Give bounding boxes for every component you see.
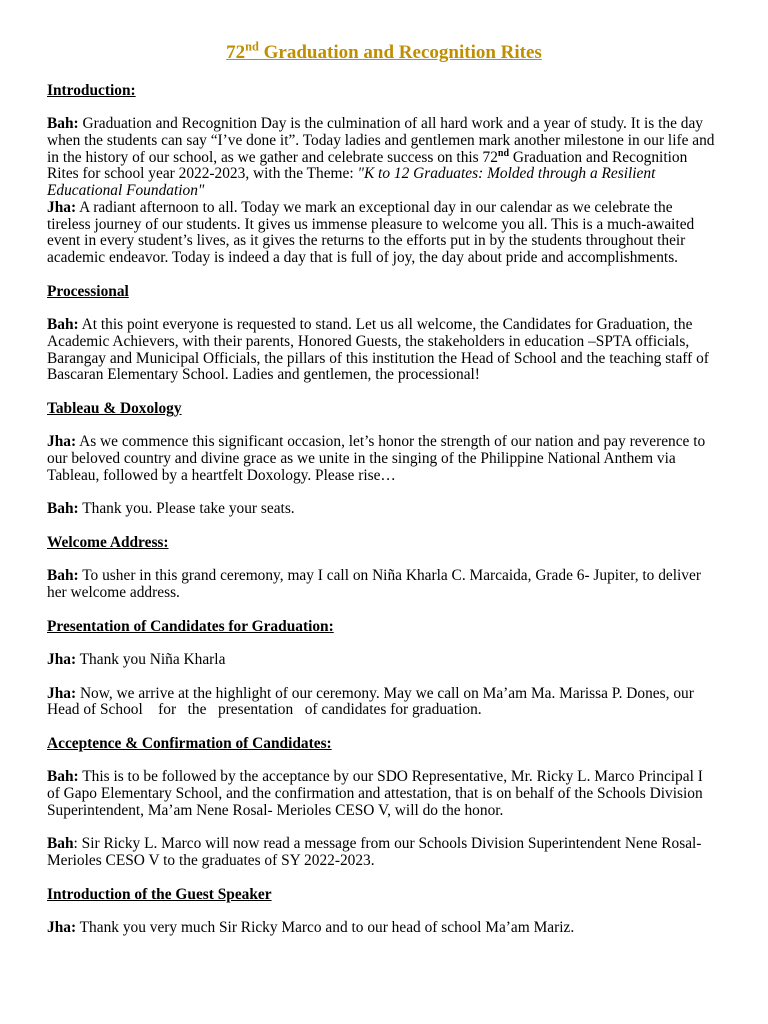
speaker-label-bah: Bah: — [47, 500, 79, 518]
speaker-label-jha: Jha: — [47, 198, 77, 216]
section-heading-guest-speaker: Introduction of the Guest Speaker — [47, 885, 272, 903]
section-heading-presentation: Presentation of Candidates for Graduation: — [47, 617, 334, 635]
title-ordinal-suffix: nd — [245, 39, 259, 54]
speaker-label-jha: Jha: — [47, 651, 77, 669]
presentation-jha-paragraph-1 — [47, 652, 719, 669]
welcome-bah-paragraph — [47, 568, 719, 602]
section-heading-welcome-address: Welcome Address: — [47, 533, 169, 551]
section-heading-processional: Processional — [47, 282, 129, 300]
acceptance-bah-paragraph-1 — [47, 769, 719, 819]
paragraph-text: Graduation and Recognition Day is the culmination of all hard work and a year of study. It is the day when the students can say “I’ve done it”. Today ladies and gentlemen mark another milestone in our life and in the history of our school, as we gather and celebrate success on this 72 — [47, 115, 715, 166]
tableau-jha-paragraph — [47, 434, 719, 484]
paragraph-text: A radiant afternoon to all. Today we mark an exceptional day in our calendar as we celebrate the tireless journey of our students. It gives us immense pleasure to welcome you all. This is a much-awaited event in every student’s lives, as it gives the returns to the efforts put in by the students throughout their academic endeavor. Today is indeed a day that is full of joy, the day about pride and accomplishments. — [47, 198, 695, 267]
speaker-label-jha: Jha: — [47, 919, 77, 937]
speaker-label-bah: Bah: — [47, 567, 79, 585]
speaker-label-jha: Jha: — [47, 684, 77, 702]
document-title — [0, 39, 768, 64]
section-heading-tableau-doxology: Tableau & Doxology — [47, 399, 182, 417]
processional-bah-paragraph — [47, 317, 719, 384]
paragraph-text: At this point everyone is requested to stand. Let us all welcome, the Candidates for Graduation, the Academic Achievers, with their parents, Honored Guests, the stakeholders in education –SPTA officials, Barangay and Municipal Officials, the pillars of this institution the Head of School and the teaching staff of Bascaran Elementary School. Ladies and gentlemen, the processional! — [47, 316, 709, 384]
paragraph-text: To usher in this grand ceremony, may I call on Niña Kharla C. Marcaida, Grade 6- Jupiter, to deliver her welcome address. — [47, 567, 701, 602]
paragraph-text: Now, we arrive at the highlight of our ceremony. May we call on Ma’am Ma. Marissa P. Dones, our Head of School for the presentation of candidates for graduation. — [47, 684, 698, 719]
paragraph-text: : Sir Ricky L. Marco will now read a message from our Schools Division Superintendent Nene Rosal-Merioles CESO V to the graduates of SY 2022-2023. — [47, 835, 702, 870]
title-ordinal-number: 72 — [226, 42, 246, 63]
paragraph-text: This is to be followed by the acceptance by our SDO Representative, Mr. Ricky L. Marco Principal I of Gapo Elementary School, and the confirmation and attestation, that is on behalf of the Schools Division Superintendent, Ma’am Nene Rosal- Merioles CESO V, will do the honor. — [47, 768, 703, 819]
ordinal-suffix: nd — [497, 147, 510, 159]
document-body — [47, 83, 719, 954]
theme-quote: "K to 12 Graduates: Molded through a Resilient Educational Foundation" — [47, 165, 656, 200]
speaker-label-bah: Bah — [47, 835, 74, 853]
guest-speaker-jha-paragraph — [47, 920, 719, 937]
acceptance-bah-paragraph-2 — [47, 836, 719, 870]
paragraph-text: Graduation and Recognition Rites for school year 2022-2023, with the Theme: — [47, 148, 688, 183]
speaker-label-bah: Bah: — [47, 115, 79, 133]
presentation-jha-paragraph-2 — [47, 686, 719, 720]
section-heading-introduction: Introduction: — [47, 81, 136, 99]
speaker-label-jha: Jha: — [47, 433, 77, 451]
paragraph-text: Thank you Niña Kharla — [79, 651, 226, 669]
paragraph-text: Thank you. Please take your seats. — [82, 500, 295, 518]
speaker-label-bah: Bah: — [47, 768, 79, 786]
section-heading-acceptance: Acceptence & Confirmation of Candidates: — [47, 734, 332, 752]
introduction-bah-paragraph — [47, 116, 719, 200]
paragraph-text: Thank you very much Sir Ricky Marco and to our head of school Ma’am Mariz. — [79, 919, 575, 937]
tableau-bah-paragraph — [47, 501, 719, 518]
title-text: Graduation and Recognition Rites — [263, 42, 542, 63]
speaker-label-bah: Bah: — [47, 316, 79, 334]
paragraph-text: As we commence this significant occasion, let’s honor the strength of our nation and pay reverence to our beloved country and divine grace as we unite in the singing of the Philippine National Anthem via Tableau, followed by a heartfelt Doxology. Please rise… — [47, 433, 706, 484]
introduction-jha-paragraph — [47, 200, 719, 267]
